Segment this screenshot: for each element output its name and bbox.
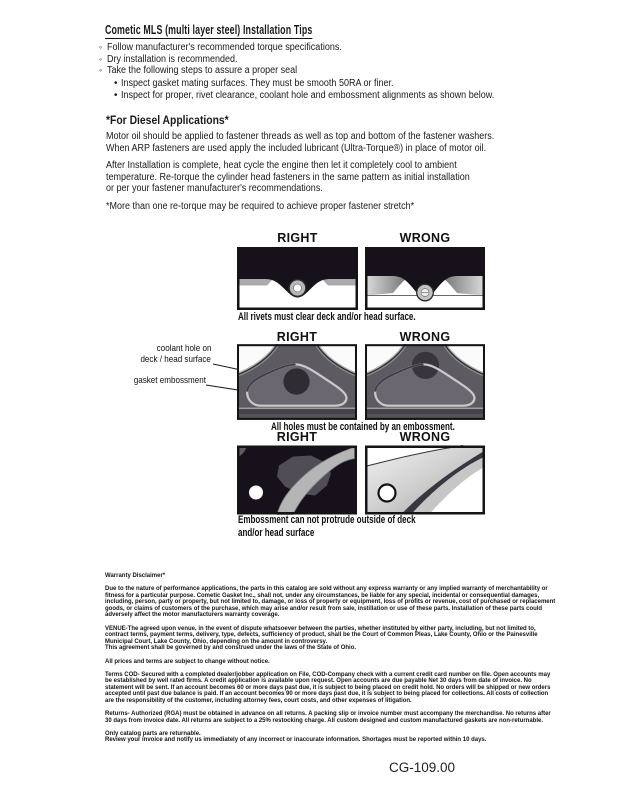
bolt-hole xyxy=(249,486,263,500)
fineprint-line: Terms COD- Secured with a completed dealer/jobber application on File, COD-Company check with a current credit card number on file. Open accounts may xyxy=(105,671,551,678)
fineprint-line: This agreement shall be governed by and construed under the laws of the State of Ohio. xyxy=(105,645,357,652)
fineprint-line: be established by well rated firms. A credit application is available upon request. Open accounts are due payable Net 30 days from date of invoice. No xyxy=(105,678,532,685)
list-item xyxy=(99,65,368,77)
fineprint-line: statement will be sent. If an account becomes 60 or more days past due, it is subject to being placed on credit hold. No orders will be shipped or new orders xyxy=(105,684,551,691)
dot-bullet-icon: • xyxy=(114,89,118,101)
fineprint-line xyxy=(105,619,555,626)
paragraph-line: When ARP fasteners are used apply the included lubricant (Ultra-Torque®) in place of motor oil. xyxy=(106,142,487,154)
dot-bullet-icon: • xyxy=(114,78,118,89)
page-code: CG-109.00 xyxy=(389,760,456,775)
figure-protrusion-wrong xyxy=(365,445,485,515)
fineprint-line: All prices and terms are subject to change without notice. xyxy=(105,658,270,665)
fineprint-line xyxy=(105,724,555,731)
fineprint-line: adversely affect the motor manufacturers warranty coverage. xyxy=(105,612,280,619)
installation-tips-list xyxy=(99,42,368,77)
fineprint-line: contract terms, payment terms, delivery, type, defects, sufficiency of product, shall be the Court of Common Pleas, Lake County, Ohio or the Painesville xyxy=(105,632,538,639)
fineprint-line: including, person, party or property, but not limited to, damage, or loss of property or equipment, loss of profits or revenue, cost of purchased or replacement xyxy=(105,599,556,606)
fineprint-line xyxy=(105,705,555,712)
figure-rivet-wrong xyxy=(365,247,485,310)
fineprint-line: fitness for a particular purpose. Cometic Gasket Inc., shall not, under any circumstances, be liable for any special, incidental or consequential damages, xyxy=(105,592,540,599)
figure-rivet-right xyxy=(237,247,358,310)
heat-cycle-paragraph xyxy=(106,160,510,195)
circle-bullet-icon: ◦ xyxy=(99,42,103,52)
fineprint-line: are the responsibility of the customer, including attorney fees, court costs, and other expenses of litigation. xyxy=(105,697,412,704)
figure-protrusion-right xyxy=(237,445,357,515)
diesel-applications-heading xyxy=(106,115,242,127)
fineprint-line: Municipal Court, Lake County, Ohio, depending on the amount in controversy. xyxy=(105,638,328,645)
fineprint-line: Returns- Authorized (RGA) must be obtained in advance on all returns. A packing slip or invoice number must accompany the merchandise. No returns after xyxy=(105,711,551,718)
tip-text: Follow manufacturer's recommended torque specifications. xyxy=(107,42,342,53)
fineprint-line xyxy=(105,652,555,659)
retorque-note xyxy=(106,201,448,212)
paragraph-line: Motor oil should be applied to fastener threads as well as top and bottom of the fastener washers. xyxy=(106,131,495,142)
figure-embossment-wrong xyxy=(365,344,485,420)
row3-right-label: RIGHT xyxy=(276,430,318,444)
row2-wrong-label: WRONG xyxy=(399,330,451,344)
tip-text: Take the following steps to assure a proper seal xyxy=(107,65,298,77)
figure-embossment-right xyxy=(237,344,357,420)
bolt-hole xyxy=(379,485,396,502)
step-text: Inspect gasket mating surfaces. They must be smooth 50RA or finer. xyxy=(121,78,394,89)
fineprint-line: Review your invoice and notify us immediately of any incorrect or inaccurate information. Shortages must be reported within 10 days. xyxy=(105,737,487,744)
fineprint-line: Only catalog parts are returnable. xyxy=(105,730,201,737)
gasket-embossment-callout: gasket embossment xyxy=(133,375,206,386)
row3-caption: Embossment can not protrude outside of deck and/or head surface xyxy=(238,514,416,539)
fineprint-line: accepted until past due balance is paid. If an account becomes 90 or more days past due, it is subject to being placed for collections. All costs of collection xyxy=(105,691,549,698)
diesel-heading-text: *For Diesel Applications* xyxy=(106,115,229,127)
circle-bullet-icon: ◦ xyxy=(99,53,103,64)
tip-text: Dry installation is recommended. xyxy=(107,53,238,65)
coolant-hole xyxy=(283,368,309,394)
row2-right-label: RIGHT xyxy=(276,330,318,344)
fineprint-line: VENUE-The agreed upon venue, in the event of dispute whatsoever between the parties, whether instituted by either party, including, but not limited to, xyxy=(105,625,536,632)
row3-wrong-label: WRONG xyxy=(399,430,451,444)
circle-bullet-icon: ◦ xyxy=(99,65,103,76)
fineprint-line: Due to the nature of performance applications, the parts in this catalog are sold without any express warranty or any implied warranty of merchantability or xyxy=(105,586,548,593)
page-title xyxy=(105,22,410,39)
motor-oil-paragraph xyxy=(106,131,537,154)
inspection-steps-list xyxy=(114,78,536,101)
row1-right-label: RIGHT xyxy=(277,231,318,245)
row2-caption: All holes must be contained by an embossment. xyxy=(270,421,455,433)
fineprint-line xyxy=(105,580,555,587)
coolant-hole-callout: coolant hole on deck / head surface xyxy=(140,343,211,365)
paragraph-line: temperature. Re-torque the cylinder head fasteners in the same pattern as initial installation xyxy=(106,171,470,183)
list-item xyxy=(99,54,368,66)
retorque-note-text: *More than one re-torque may be required to achieve proper fastener stretch* xyxy=(106,201,415,212)
warranty-disclaimer xyxy=(105,573,555,744)
list-item xyxy=(114,78,536,90)
paragraph-line: or per your fastener manufacturer's recommendations. xyxy=(106,183,323,195)
list-item xyxy=(99,42,368,54)
fineprint-line: 30 days from invoice date. All returns are subject to a 25% restocking charge. All custom designed and custom manufactured gaskets are non-returnable. xyxy=(105,717,544,724)
page-title-text: Cometic MLS (multi layer steel) Installation Tips xyxy=(105,22,313,37)
fineprint-line: goods, or claims of customers of the purchase, which may arise and/or result from sale, instillation or use of these parts. Installation of these parts could xyxy=(105,605,543,612)
fineprint-line: Warranty Disclaimer* xyxy=(105,573,166,579)
row1-wrong-label: WRONG xyxy=(399,231,451,245)
list-item xyxy=(114,90,536,102)
step-text: Inspect for proper, rivet clearance, coolant hole and embossment alignments as shown below. xyxy=(121,89,495,101)
fineprint-line xyxy=(105,665,555,672)
row1-caption: All rivets must clear deck and/or head surface. xyxy=(238,311,416,323)
paragraph-line: After Installation is complete, heat cycle the engine then let it completely cool to ambient xyxy=(106,160,457,171)
